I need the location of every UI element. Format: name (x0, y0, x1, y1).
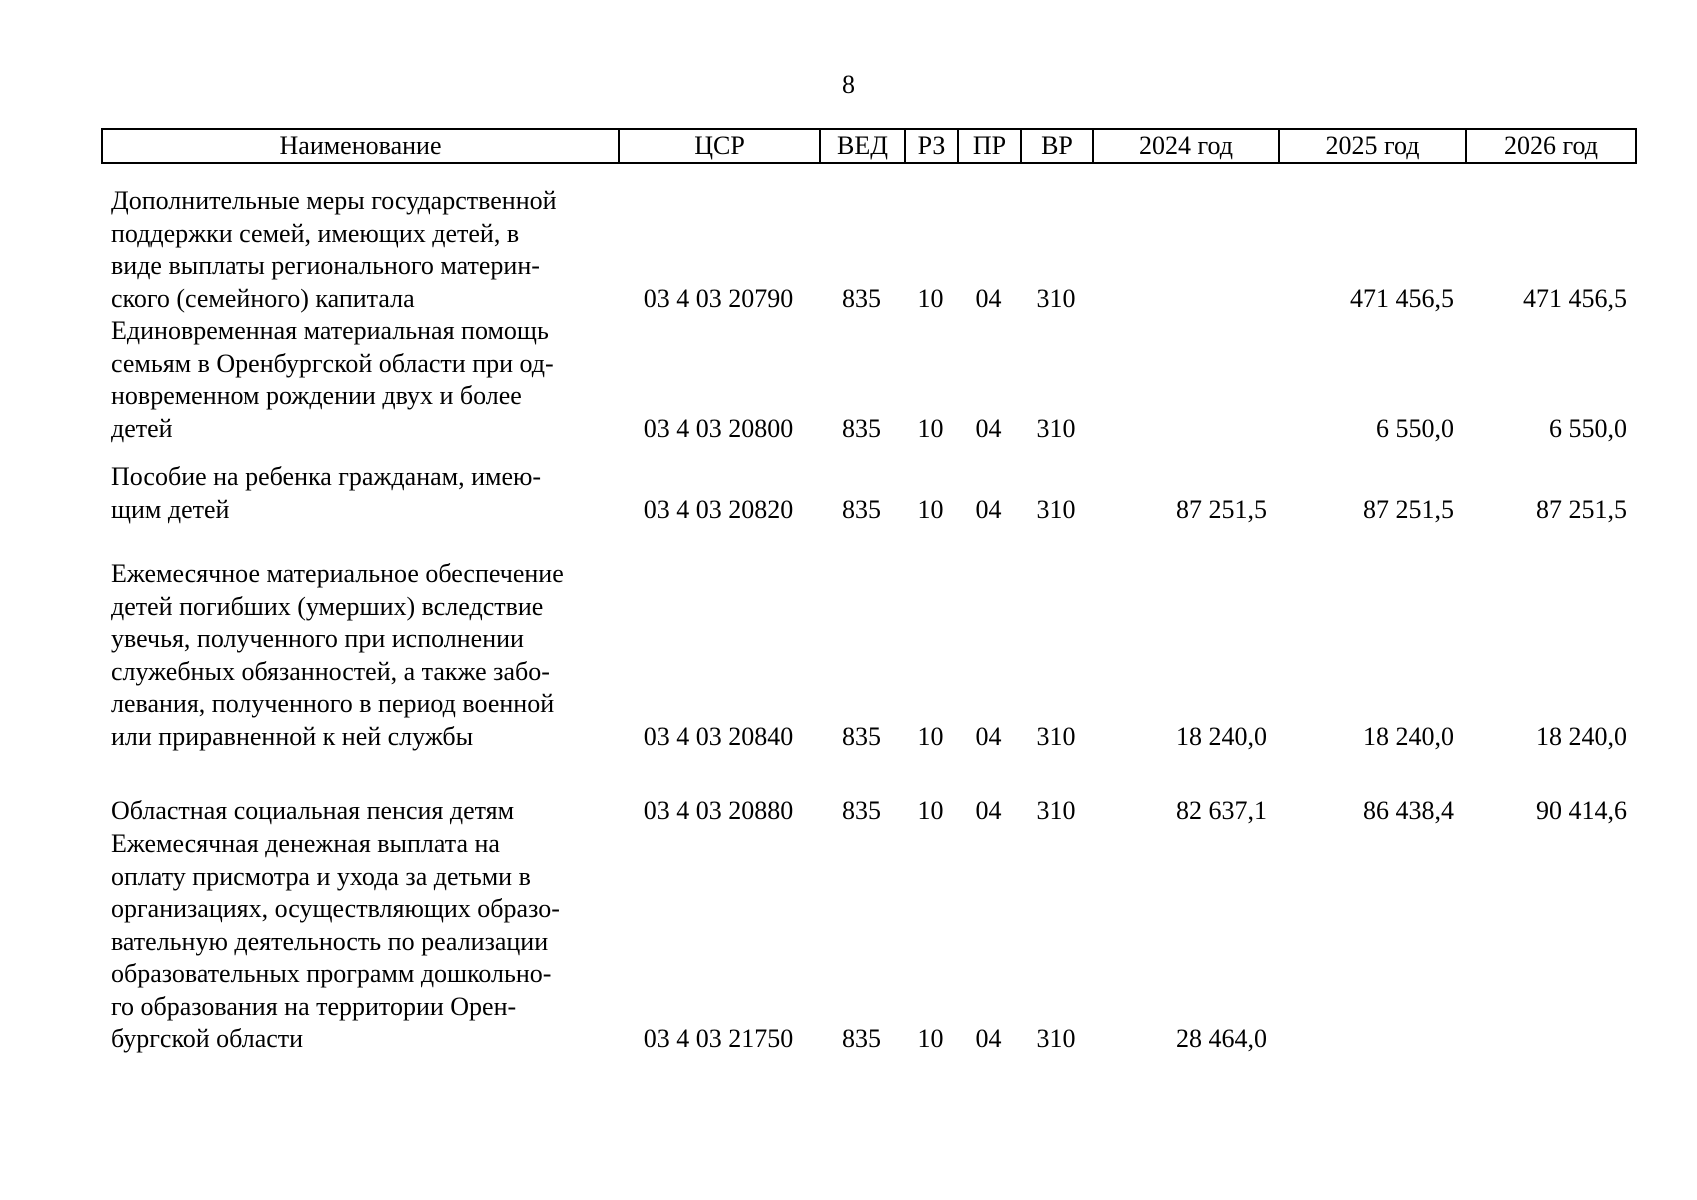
cell-csr: 03 4 03 20800 (643, 413, 794, 443)
header-2025: 2025 год (1279, 129, 1466, 163)
cell-2025: 18 240,0 (1363, 721, 1454, 751)
cell-csr: 03 4 03 20840 (643, 721, 794, 751)
header-ved: ВЕД (820, 129, 905, 163)
cell-pr: 04 (975, 283, 1002, 313)
cell-ved: 835 (842, 413, 881, 443)
cell-rz: 10 (917, 721, 944, 751)
cell-2026: 90 414,6 (1536, 796, 1627, 825)
cell-2024: 18 240,0 (1176, 721, 1267, 751)
cell-2026: 6 550,0 (1549, 413, 1627, 443)
cell-rz: 10 (917, 283, 944, 313)
cell-2025: 471 456,5 (1350, 283, 1454, 313)
cell-pr: 04 (975, 494, 1002, 524)
cell-vr: 310 (1036, 494, 1076, 524)
cell-vr: 310 (1036, 796, 1076, 825)
cell-2024: 87 251,5 (1176, 494, 1267, 524)
cell-csr: 03 4 03 20820 (643, 494, 794, 524)
cell-rz: 10 (917, 494, 944, 524)
cell-rz: 10 (917, 413, 944, 443)
row-name: Пособие на ребенка гражданам, имею- щим детей (111, 462, 542, 524)
header-vr: ВР (1021, 129, 1093, 163)
cell-csr: 03 4 03 21750 (643, 1024, 794, 1053)
row-name: Единовременная материальная помощь семьям в Оренбургской области при од- новременном рождении двух и более детей (111, 316, 554, 443)
row-name: Ежемесячная денежная выплата на оплату присмотра и ухода за детьми в организациях, осуществляющих образо- вательную деятельность по реализации образовательных программ дошкольно- го образования на территории Орен- бургской области (111, 829, 560, 1053)
cell-ved: 835 (842, 721, 881, 751)
cell-ved: 835 (842, 796, 881, 825)
cell-pr: 04 (975, 413, 1002, 443)
cell-vr: 310 (1036, 413, 1076, 443)
header-2026: 2026 год (1466, 129, 1636, 163)
cell-2025: 6 550,0 (1376, 413, 1454, 443)
cell-2026: 471 456,5 (1523, 283, 1627, 313)
cell-rz: 10 (917, 796, 944, 825)
header-rz: РЗ (905, 129, 958, 163)
cell-vr: 310 (1036, 283, 1076, 313)
cell-ved: 835 (842, 494, 881, 524)
row-name: Дополнительные меры государственной поддержки семей, имеющих детей, в виде выплаты регионального материн- ского (семейного) капитала (111, 186, 557, 313)
cell-pr: 04 (975, 721, 1002, 751)
cell-2026: 18 240,0 (1536, 721, 1627, 751)
row-name: Ежемесячное материальное обеспечение детей погибших (умерших) вследствие увечья, полученного при исполнении служебных обязанностей, а также забо- левания, полученного в период военной или приравненной к ней службы (111, 559, 564, 751)
page-number: 8 (842, 70, 855, 99)
cell-2024: 82 637,1 (1176, 796, 1267, 825)
table-header (101, 128, 1637, 164)
cell-ved: 835 (842, 283, 881, 313)
cell-pr: 04 (975, 796, 1002, 825)
cell-csr: 03 4 03 20790 (643, 283, 794, 313)
header-name: Наименование (102, 129, 619, 163)
cell-csr: 03 4 03 20880 (643, 796, 794, 825)
cell-pr: 04 (975, 1024, 1002, 1053)
header-pr: ПР (958, 129, 1021, 163)
cell-2025: 87 251,5 (1363, 494, 1454, 524)
cell-ved: 835 (842, 1024, 881, 1053)
cell-rz: 10 (917, 1024, 944, 1053)
cell-2024: 28 464,0 (1176, 1024, 1267, 1053)
cell-vr: 310 (1036, 1024, 1076, 1053)
header-csr: ЦСР (619, 129, 820, 163)
row-name: Областная социальная пенсия детям (111, 796, 515, 825)
header-2024: 2024 год (1093, 129, 1279, 163)
cell-vr: 310 (1036, 721, 1076, 751)
cell-2025: 86 438,4 (1363, 796, 1454, 825)
cell-2026: 87 251,5 (1536, 494, 1627, 524)
